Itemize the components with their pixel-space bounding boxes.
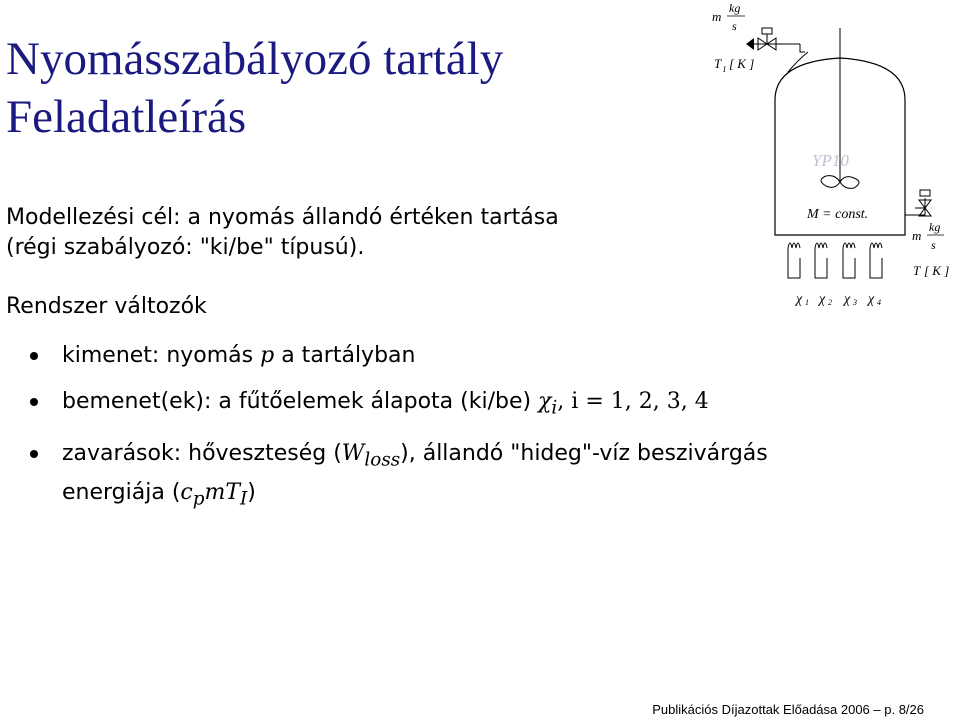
inlet-t-sub: I <box>723 65 726 74</box>
inlet-s-label: s <box>732 19 737 33</box>
slide-title <box>6 30 503 146</box>
svg-text:4: 4 <box>877 298 881 307</box>
heaters <box>788 243 882 278</box>
goal-line2: (régi szabályozó: "ki/be" típusú). <box>6 235 365 260</box>
outlet-m-label: m <box>912 228 922 243</box>
outlet-t-label: T <box>913 263 921 278</box>
inlet-t-label: T <box>714 56 722 71</box>
goal-line1: Modellezési cél: a nyomás állandó értéken tartása <box>6 205 559 230</box>
list-item-inputs: bemenet(ek): a fűtőelemek álapota (ki/be) $\chi_i$, i = 1, 2, 3, 4 <box>28 386 802 424</box>
slide-footer: Publikációs Díjazottak Előadása 2006 – p. 8/26 <box>652 702 924 717</box>
svg-text:3: 3 <box>853 298 857 307</box>
outlet-kg-label: kg <box>929 220 941 234</box>
bullet-dot <box>30 450 38 458</box>
stirrer-label: YP10 <box>812 151 849 170</box>
svg-text:2: 2 <box>828 298 832 307</box>
tank-diagram <box>700 0 960 320</box>
slide-title-line2: Feladatleírás <box>6 91 247 143</box>
heater-4-label: χ <box>868 292 875 307</box>
variables-list <box>28 340 802 529</box>
svg-text:1: 1 <box>805 298 809 307</box>
heater-3-label: χ <box>844 292 851 307</box>
list-item-output: kimenet: nyomás p a tartályban <box>28 340 802 372</box>
inlet-kg-label: kg <box>729 1 741 15</box>
inlet-m-label: m <box>712 9 722 24</box>
slide-title-line1: Nyomásszabályozó tartály <box>6 33 504 85</box>
outlet-s-label: s <box>931 238 936 252</box>
outlet-k-label: [ K ] <box>924 263 950 278</box>
goal-text <box>6 203 559 263</box>
inlet-k-label: [ K ] <box>729 56 755 71</box>
heater-2-label: χ <box>819 292 826 307</box>
bullet-dot <box>30 352 38 360</box>
mass-label: M = const. <box>807 207 869 222</box>
variables-heading: Rendszer változók <box>6 294 207 319</box>
heater-1-label: χ <box>796 292 803 307</box>
list-item-disturbances: zavarások: hőveszteség $(W_{loss})$, állandó "hideg"-víz beszivárgás energiája $(c_pmT_I)$ <box>28 438 802 515</box>
bullet-dot <box>30 398 38 406</box>
